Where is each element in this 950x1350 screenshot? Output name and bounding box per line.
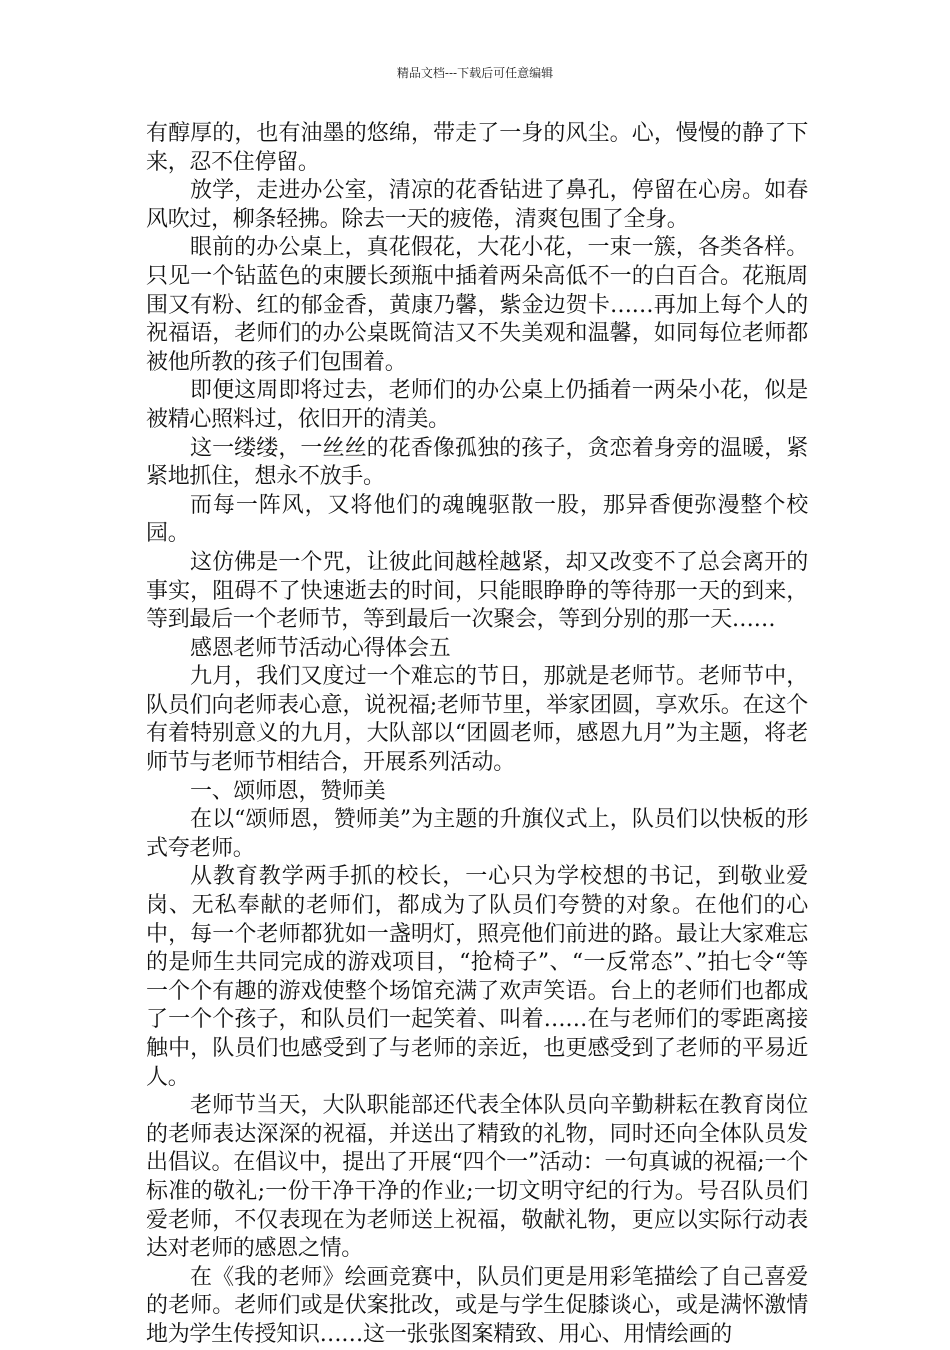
- paragraph: 即便这周即将过去，老师们的办公桌上仍插着一两朵小花，似是被精心照料过，依旧开的清美。: [146, 378, 808, 432]
- page-header: 精品文档---下载后可任意编辑: [396, 66, 554, 80]
- paragraph: 眼前的办公桌上，真花假花，大花小花，一束一簇，各类各样。只见一个钻蓝色的束腰长颈瓶中插着两朵高低不一的白百合。花瓶周围又有粉、红的郁金香，黄康乃馨，紫金边贺卡……再加上每个人的祝福语，老师们的办公桌既简洁又不失美观和温馨，如同每位老师都被他所教的孩子们包围着。: [146, 235, 808, 375]
- section-title: 感恩老师节活动心得体会五: [190, 635, 451, 661]
- paragraph: 老师节当天，大队职能部还代表全体队员向辛勤耕耘在教育岗位的老师表达深深的祝福，并送出了精致的礼物，同时还向全体队员发出倡议。在倡议中，提出了开展“四个一”活动：一句真诚的祝福;一个标准的敬礼;一份干净干净的作业;一切文明守纪的行为。号召队员们爱老师，不仅表现在为老师送上祝福，敬献礼物，更应以实际行动表达对老师的感恩之情。: [146, 1093, 808, 1262]
- paragraph: 而每一阵风，又将他们的魂魄驱散一股，那异香便弥漫整个校园。: [146, 492, 808, 547]
- paragraph: 放学，走进办公室，清凉的花香钻进了鼻孔，停留在心房。如春风吹过，柳条轻拂。除去一天的疲倦，清爽包围了全身。: [146, 178, 808, 232]
- subsection-title: 一、颂师恩，赞师美: [190, 778, 386, 804]
- paragraph: 九月，我们又度过一个难忘的节日，那就是老师节。老师节中，队员们向老师表心意，说祝福;老师节里，举家团圆，享欢乐。在这个有着特别意义的九月，大队部以“团圆老师，感恩九月”为主题，将老师节与老师节相结合，开展系列活动。: [146, 664, 808, 776]
- paragraph: 这一缕缕，一丝丝的花香像孤独的孩子，贪恋着身旁的温暖，紧紧地抓住，想永不放手。: [146, 435, 808, 490]
- paragraph: 在《我的老师》绘画竞赛中，队员们更是用彩笔描绘了自己喜爱的老师。老师们或是伏案批改，或是与学生促膝谈心，或是满怀激情地为学生传授知识……这一张张图案精致、用心、用情绘画的: [146, 1264, 808, 1347]
- paragraph: 这仿佛是一个咒，让彼此间越栓越紧，却又改变不了总会离开的事实，阻碍不了快速逝去的时间，只能眼睁睁的等待那一天的到来，等到最后一个老师节，等到最后一次聚会，等到分别的那一天……: [146, 549, 808, 633]
- document-body: [146, 120, 808, 1350]
- paragraph-continued: 有醇厚的，也有油墨的悠绵，带走了一身的风尘。心，慢慢的静了下来，忍不住停留。: [146, 121, 808, 175]
- paragraph: 从教育教学两手抓的校长，一心只为学校想的书记，到敬业爱岗、无私奉献的老师们，都成为了队员们夸赞的对象。在他们的心中，每一个老师都犹如一盏明灯，照亮他们前进的路。最让大家难忘的是师生共同完成的游戏项目，“抢椅子”、“一反常态”、”拍七令“等一个个有趣的游戏使整个场馆充满了欢声笑语。台上的老师们也都成了一个个孩子，和队员们一起笑着、叫着……在与老师们的零距离接触中，队员们也感受到了与老师的亲近，也更感受到了老师的平易近人。: [146, 864, 808, 1090]
- paragraph: 在以“颂师恩，赞师美”为主题的升旗仪式上，队员们以快板的形式夸老师。: [146, 807, 808, 861]
